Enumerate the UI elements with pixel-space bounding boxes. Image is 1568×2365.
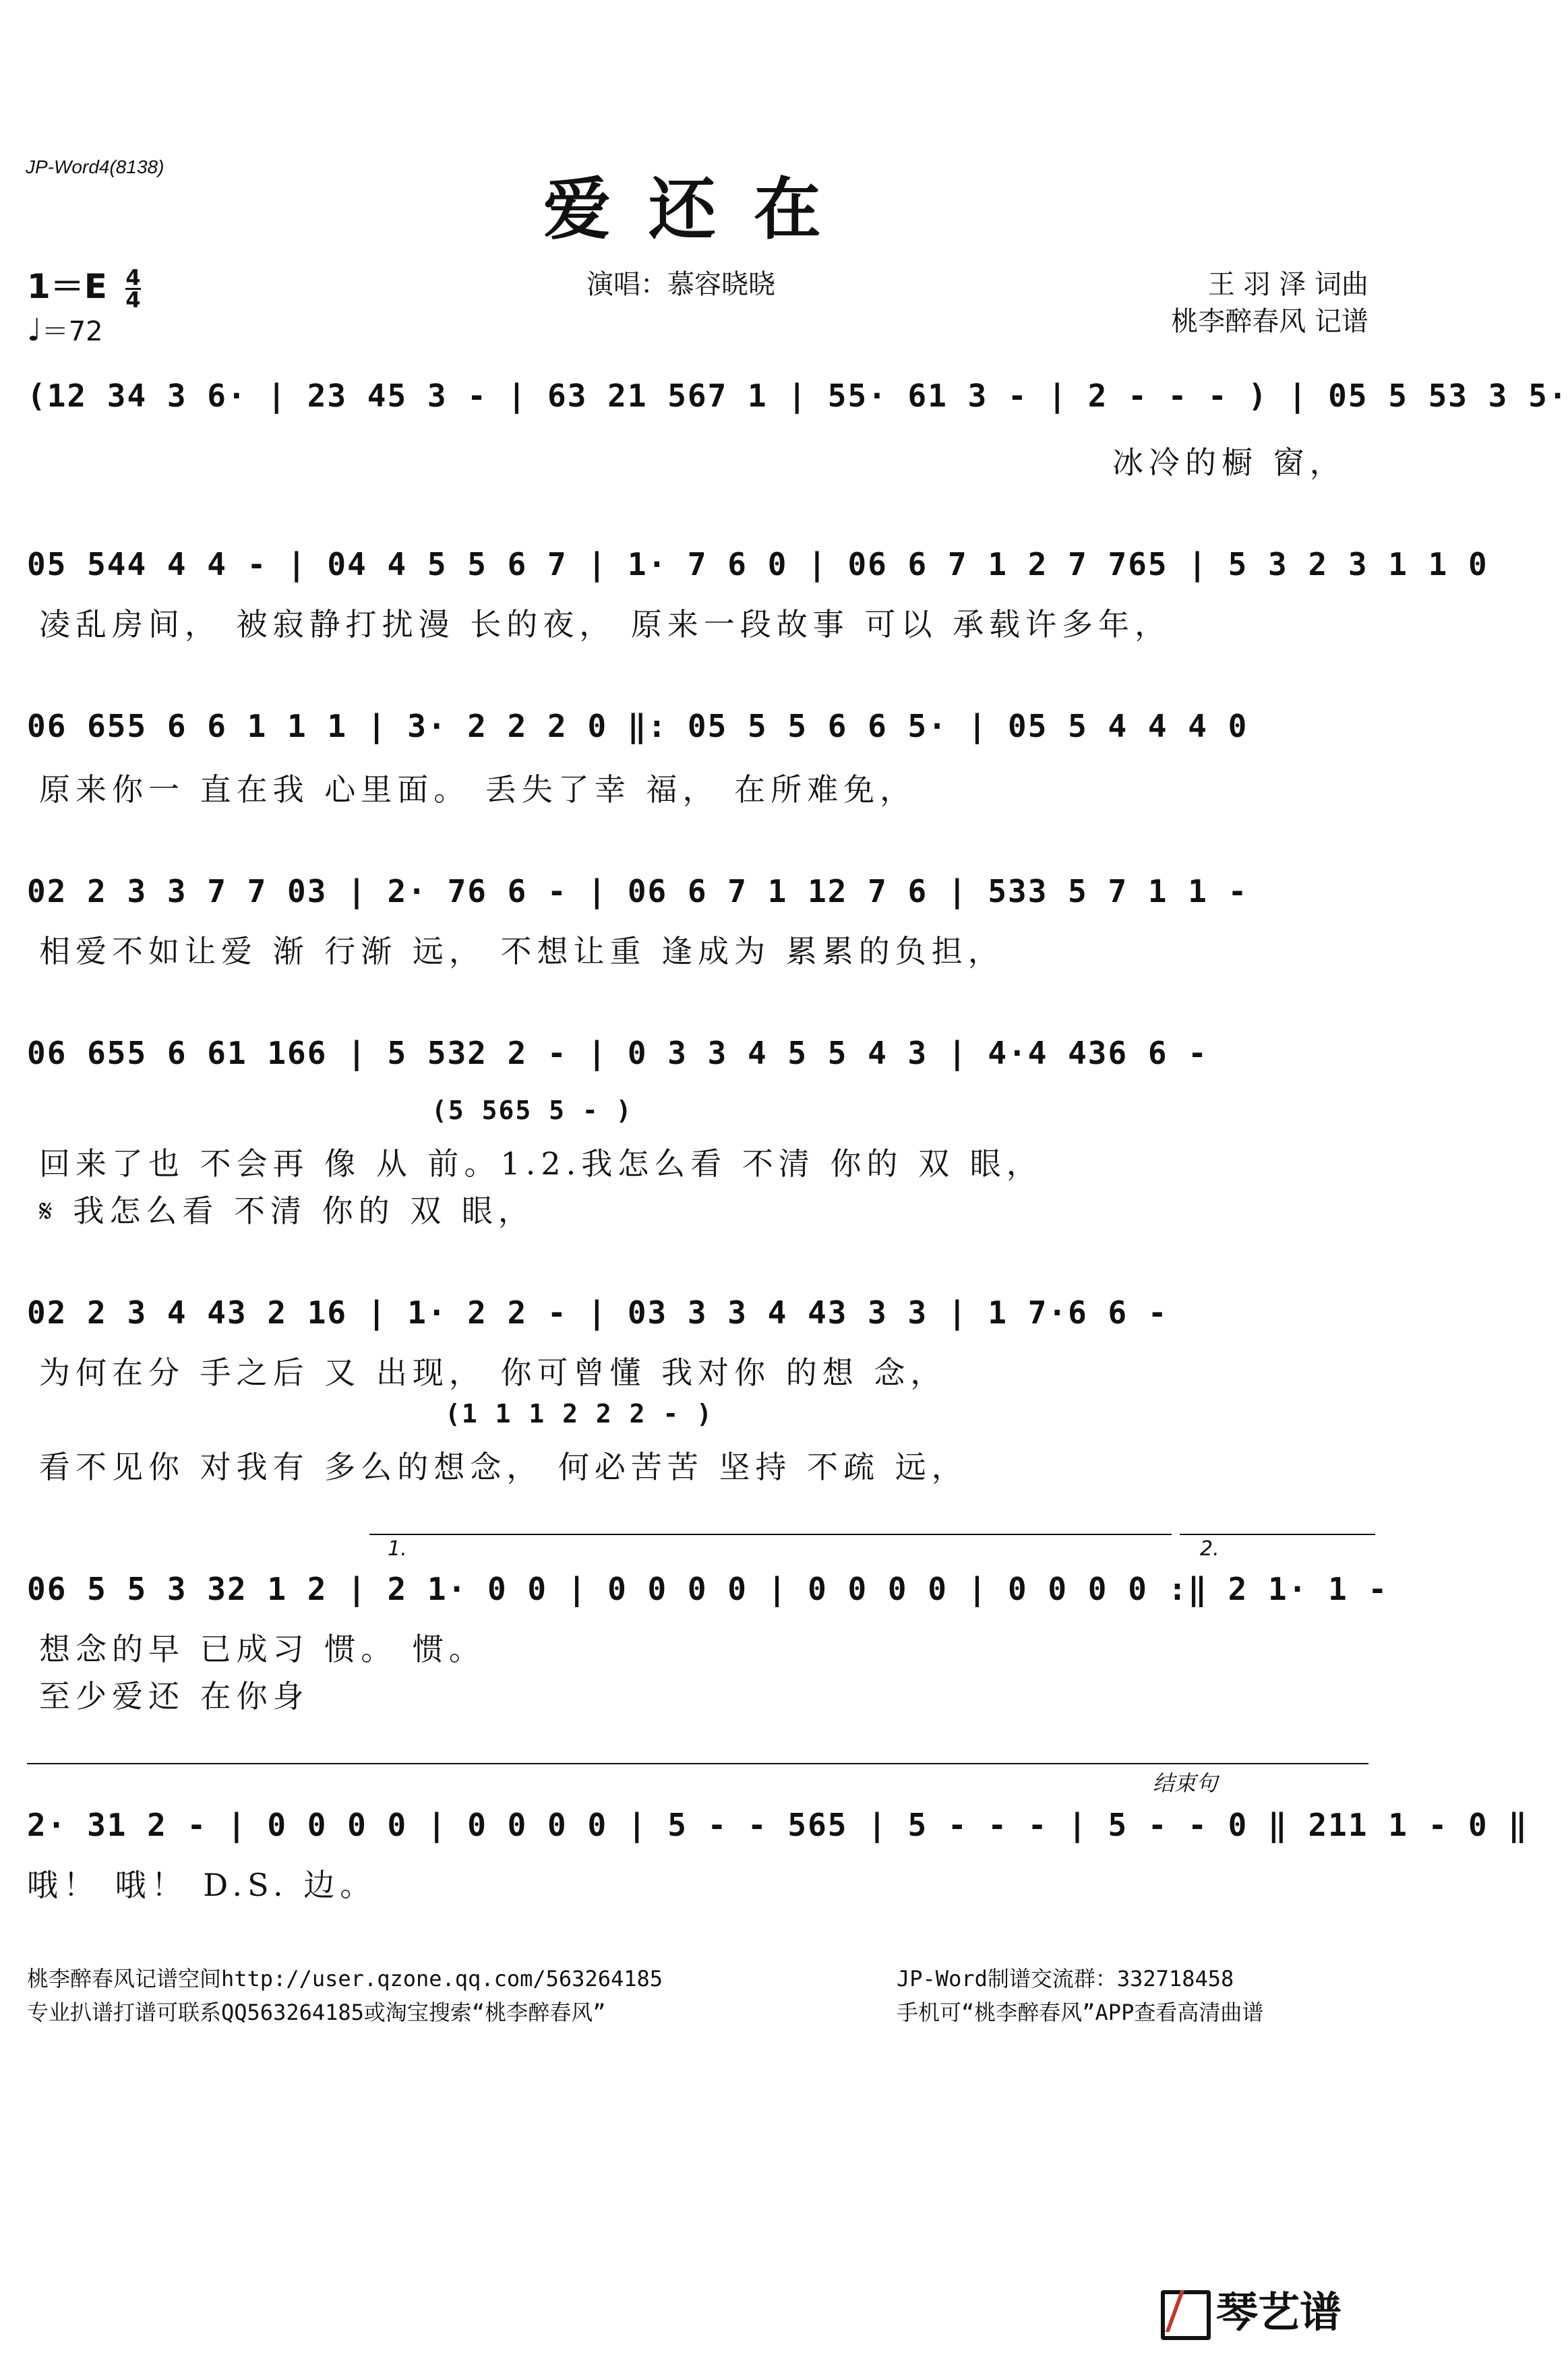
brand-icon [1161,2290,1211,2340]
time-sig-top: 4 [125,265,141,291]
brand-name: 琴艺谱 [1215,2287,1341,2337]
aux-music-line-5: (5 565 5 - ) [431,1096,633,1125]
lyric-line-6b: 看不见你 对我有 多么的想念， 何必苦苦 坚持 不疏 远， [39,1449,968,1485]
music-line-6: 02 2 3 4 43 2 16 | 1· 2 2 - | 03 3 3 4 43 3 3 | 1 7·6 6 - [27,1294,1168,1331]
footer-right-2: 手机可“桃李醉春风”APP查看高清曲谱 [897,2000,1264,2025]
music-line-7: 06 5 5 3 32 1 2 | 2 1· 0 0 | 0 0 0 0 | 0 0 0 0 | 0 0 0 0 :‖ 2 1· 1 - [27,1571,1389,1607]
author-credit: 王 羽 泽 词曲 [1207,269,1368,300]
lyric-line-5a: 回来了也 不会再 像 从 前。1.2.我怎么看 不清 你的 双 眼， [39,1145,1043,1182]
lyric-line-5b: 𝄋 我怎么看 不清 你的 双 眼， [39,1193,535,1229]
volta-1-bracket [369,1534,1172,1535]
music-line-2: 05 544 4 4 - | 04 4 5 5 6 7 | 1· 7 6 0 | 06 6 7 1 2 7 765 | 5 3 2 3 1 1 0 [27,546,1488,582]
lyric-line-4: 相爱不如让爱 渐 行渐 远， 不想让重 逢成为 累累的负担， [39,933,1004,969]
volta-2-bracket [1180,1534,1375,1535]
singer-credit: 演唱：慕容晓晓 [586,269,775,300]
key-signature [27,260,141,313]
scribe-credit: 桃李醉春风 记谱 [1171,306,1368,337]
lyric-line-2: 凌乱房间， 被寂静打扰漫 长的夜， 原来一段故事 可以 承载许多年， [39,606,1172,642]
time-sig-bottom: 4 [125,287,141,313]
tempo-mark [27,310,103,349]
volta-1-label: 1. [388,1537,407,1561]
song-title: 爱还在 [543,169,859,249]
footer-right-1: JP-Word制谱交流群：332718458 [897,1966,1234,1992]
software-label: JP-Word4(8138) [26,156,164,177]
brand-logo [1161,2279,1341,2340]
lyric-line-1: 冰冷的橱 窗， [1112,444,1346,481]
key-label: 1＝E [27,267,107,306]
quarter-note-icon: ♩ [27,311,42,348]
aux-music-line-6: (1 1 1 2 2 2 - ) [445,1399,714,1429]
music-line-1: (12 34 3 6· | 23 45 3 - | 63 21 567 1 | 55· 61 3 - | 2 - - - ) | 05 5 53 3 5· [27,378,1568,414]
footer-left-1: 桃李醉春风记谱空间http://user.qzone.qq.com/563264185 [27,1966,663,1992]
tempo-value: ＝72 [41,316,103,347]
music-line-5: 06 655 6 61 166 | 5 532 2 - | 0 3 3 4 5 5 4 3 | 4·4 436 6 - [27,1035,1208,1071]
lyric-line-6a: 为何在分 手之后 又 出现， 你可曾懂 我对你 的想 念， [39,1354,947,1391]
volta-2-label: 2. [1200,1537,1219,1561]
music-line-3: 06 655 6 6 1 1 1 | 3· 2 2 2 0 ‖: 05 5 5 6 6 5· | 05 5 4 4 4 0 [27,708,1248,744]
lyric-line-7a: 想念的早 已成习 惯。 惯。 [39,1631,485,1667]
lyric-line-7b: 至少爱还 在你身 [39,1678,309,1714]
phrase-bracket [27,1763,1368,1764]
music-line-4: 02 2 3 3 7 7 03 | 2· 76 6 - | 06 6 7 1 12 7 6 | 533 5 7 1 1 - [27,873,1248,909]
time-signature [125,265,141,313]
footer-left-2: 专业扒谱打谱可联系QQ563264185或淘宝搜索“桃李醉春风” [27,2000,606,2025]
lyric-line-3: 原来你一 直在我 心里面。 丢失了幸 福， 在所难免， [39,771,917,808]
lyric-line-8: 哦！ 哦！ D.S. 边。 [27,1867,377,1903]
music-line-8: 2· 31 2 - | 0 0 0 0 | 0 0 0 0 | 5 - - 565 | 5 - - - | 5 - - 0 ‖ 211 1 - 0 ‖ [27,1807,1529,1843]
coda-label: 结束句 [1153,1770,1218,1796]
